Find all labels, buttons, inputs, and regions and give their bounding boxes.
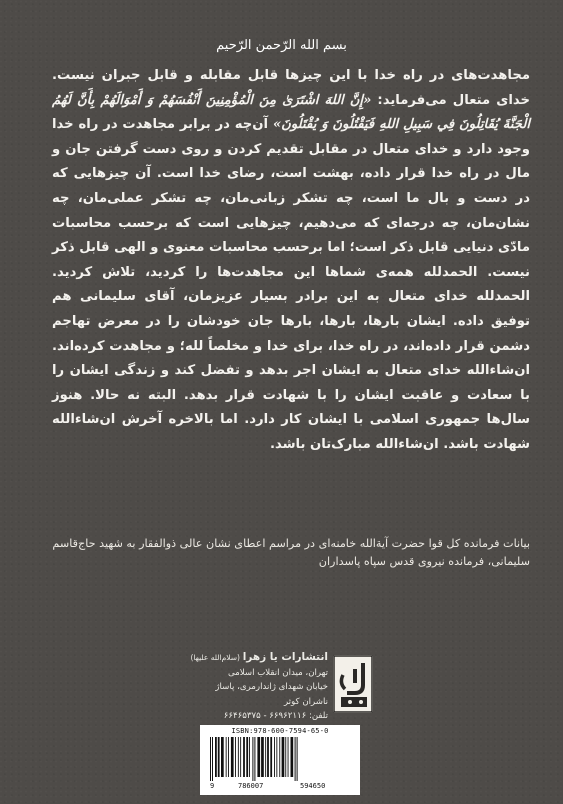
barcode-digits-right: 594650 xyxy=(300,782,326,790)
publisher-name: انتشارات یا زهرا xyxy=(242,651,328,663)
barcode-bar xyxy=(221,737,224,777)
barcode-bar xyxy=(270,737,272,777)
barcode-bar xyxy=(246,737,248,777)
barcode-bar xyxy=(291,737,294,777)
isbn-barcode xyxy=(200,725,360,795)
barcode-bar xyxy=(276,737,277,777)
quote-paragraph xyxy=(52,64,530,458)
barcode-digit-left: 9 xyxy=(210,782,215,790)
barcode-digits-mid: 786007 xyxy=(238,782,264,790)
barcode-bar xyxy=(261,737,264,777)
barcode-bar xyxy=(267,737,269,777)
publisher-address-1: تهران، میدان انقلاب اسلامی xyxy=(228,667,328,678)
publisher-address-2: خیابان شهدای ژاندارمری، پاساژ ناشران کوثر xyxy=(215,682,328,707)
paragraph-intro: مجاهدت‌های در راه خدا با این چیزها قابل مقابله و قابل جبران نیست. خدای متعال می‌فرماید: xyxy=(52,68,531,108)
barcode-bar xyxy=(210,737,211,781)
barcode-bar xyxy=(295,737,296,781)
barcode-bar xyxy=(243,737,245,777)
bismillah-heading: بسم الله الرّحمن الرّحیم xyxy=(216,38,347,53)
publisher-name-suffix: (سلام‌الله علیها) xyxy=(190,653,240,662)
barcode-bar xyxy=(274,737,275,777)
publisher-phone: تلفن: ۶۶۹۶۲۱۱۶ - ۶۶۴۶۵۳۷۵ xyxy=(223,711,328,722)
barcode-bar xyxy=(265,737,266,777)
barcode-bar xyxy=(240,737,241,777)
barcode-bar xyxy=(279,737,280,777)
barcode-bar xyxy=(282,737,285,777)
barcode-bar xyxy=(249,737,250,777)
barcode-bar xyxy=(297,737,298,781)
quran-verse: «إِنَّ اللهَ اشْتَرَىٰ مِنَ الْمُؤْمِنِينَ أَنْفُسَهُمْ وَ أَمْوَالَهُمْ بِأَنَّ لَهُمُ الْجَنَّةَ يُقَاتِلُونَ فِي سَبِيلِ اللهِ فَيَقْتُلُونَ وَ يُقْتَلُونَ» xyxy=(52,92,530,133)
barcode-bar xyxy=(238,737,239,777)
barcode-bar xyxy=(235,737,236,777)
barcode-bar xyxy=(254,737,255,781)
publisher-info xyxy=(190,650,328,724)
barcode-bar xyxy=(252,737,253,781)
isbn-number: ISBN:978-600-7594-65-0 xyxy=(231,727,329,735)
barcode-bar xyxy=(218,737,220,777)
paragraph-main: آن‌چه در برابر مجاهدت در راه خدا وجود دارد و خدای متعال در مقابل تقدیم کردن و روی دست گرفتن جان و مال در راه خدا قرار داده، بهشت است، رضای خدا است. آن چیزهایی که در دست و بال ما است، چه تشکر زبانی‌مان، چه تشکر عملی‌مان، چه نشان‌مان، چه درجه‌ای که می‌دهیم، چیزهایی است که برحسب محاسبات مادّی دنیایی قابل ذکر است؛ اما برحسب محاسبات معنوی و الهی قابل ذکر نیست. الحمدلله همه‌ی شماها این مجاهدت‌ها را کردید، تلاش کردید. الحمدلله خدای متعال به این برادر بسیار عزیزمان، آقای سلیمانی هم توفیق داده. ایشان بارها، بارها، بارها جان خودشان را در معرض تهاجم دشمن قرار داده‌اند، در راه خدا، برای خدا و مخلصاً لله؛ و مجاهدت کرده‌اند. ان‌شاءالله خدای متعال به ایشان اجر بدهد و تفضل کند و زندگی ایشان را با سعادت و عاقبت ایشان را با شهادت قرار بدهد. البته نه حالا. هنوز سال‌ها جمهوری اسلامی با ایشان کار دارد. اما بالاخره آخرش ان‌شاءالله شهادت باشد. ان‌شاءالله مبارک‌تان باشد. xyxy=(52,117,530,452)
ya-zahra-logo-icon xyxy=(333,655,373,713)
speech-attribution: بیانات فرمانده کل قوا حضرت آیةالله خامنه‌ای در مراسم اعطای نشان عالی ذوالفقار به شهید حاج‌قاسم سلیمانی، فرمانده نیروی قدس سپاه پاسداران xyxy=(52,537,530,568)
barcode-bars xyxy=(208,737,352,781)
barcode-bar xyxy=(226,737,227,777)
barcode-bar xyxy=(257,737,260,777)
barcode-bar xyxy=(228,737,229,777)
barcode-bar xyxy=(212,737,213,781)
quote-body xyxy=(52,64,530,458)
barcode-bar xyxy=(231,737,234,777)
publisher-name-line xyxy=(190,650,328,666)
barcode-bar xyxy=(285,737,286,777)
publisher-logo xyxy=(333,655,373,713)
barcode-bar xyxy=(215,737,217,777)
barcode-bar xyxy=(288,737,289,777)
